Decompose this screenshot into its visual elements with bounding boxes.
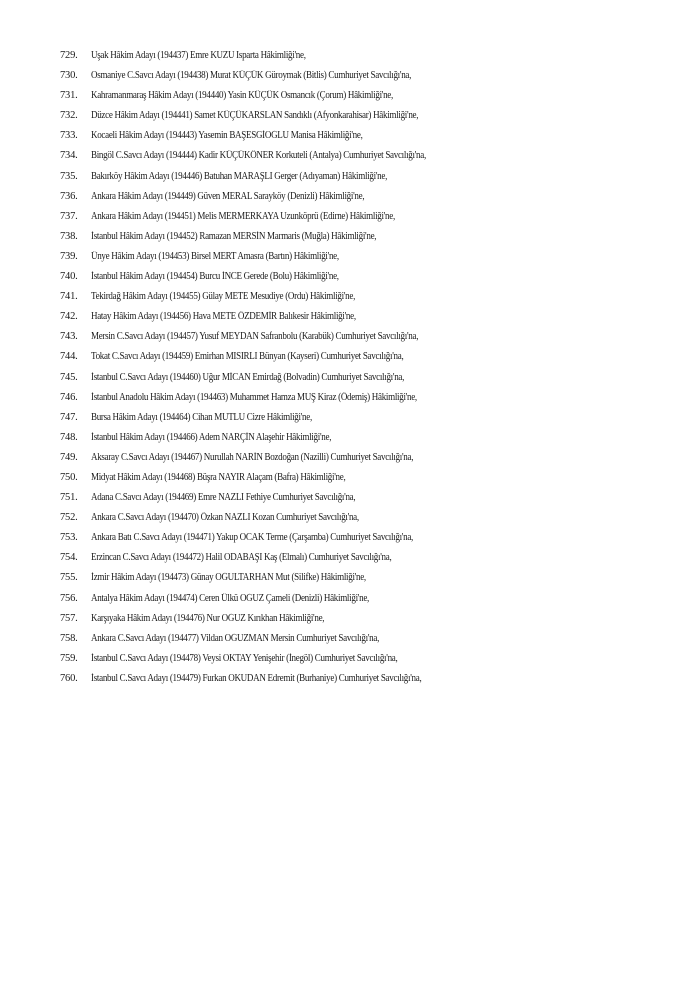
list-item bbox=[60, 432, 680, 452]
entry-text: Erzincan C.Savcı Adayı (194472) Halil ODABAŞI Kaş (Elmalı) Cumhuriyet Savcılığı'na, bbox=[91, 552, 392, 564]
list-item bbox=[60, 331, 680, 351]
entry-number: 760. bbox=[60, 672, 78, 684]
entry-text: Aksaray C.Savcı Adayı (194467) Nurullah NARİN Bozdoğan (Nazilli) Cumhuriyet Savcılığı'na, bbox=[91, 451, 414, 463]
list-item bbox=[60, 191, 680, 211]
list-item bbox=[60, 633, 680, 653]
entry-number: 739. bbox=[60, 250, 78, 262]
list-item bbox=[60, 171, 680, 191]
entry-text: Ankara Batı C.Savcı Adayı (194471) Yakup OCAK Terme (Çarşamba) Cumhuriyet Savcılığı'na, bbox=[91, 532, 413, 544]
entry-text: Antalya Hâkim Adayı (194474) Ceren Ülkü OĞUZ Çameli (Denizli) Hâkimliği'ne, bbox=[91, 592, 369, 604]
list-item bbox=[60, 150, 680, 170]
list-item bbox=[60, 50, 680, 70]
entry-number: 730. bbox=[60, 70, 78, 82]
entry-number: 759. bbox=[60, 652, 78, 664]
entry-number: 756. bbox=[60, 592, 78, 604]
entry-text: İzmir Hâkim Adayı (194473) Günay OĞULTARHAN Mut (Silifke) Hâkimliği'ne, bbox=[91, 572, 366, 584]
list-item bbox=[60, 593, 680, 613]
list-item bbox=[60, 613, 680, 633]
entry-number: 741. bbox=[60, 291, 78, 303]
entry-text: Ankara Hâkim Adayı (194449) Güven MERAL Sarayköy (Denizli) Hâkimliği'ne, bbox=[91, 190, 365, 202]
entry-text: Kahramanmaraş Hâkim Adayı (194440) Yasin KÜÇÜK Osmancık (Çorum) Hâkimliği'ne, bbox=[91, 90, 393, 102]
entry-text: İstanbul Anadolu Hâkim Adayı (194463) Muhammet Hamza MUŞ Kiraz (Ödemiş) Hâkimliği'ne, bbox=[91, 391, 417, 403]
entry-number: 742. bbox=[60, 311, 78, 323]
entry-text: İstanbul Hâkim Adayı (194454) Burcu İNCE Gerede (Bolu) Hâkimliği'ne, bbox=[91, 271, 339, 283]
entry-text: Tekirdağ Hâkim Adayı (194455) Gülay METE Mesudiye (Ordu) Hâkimliği'ne, bbox=[91, 291, 356, 303]
list-item bbox=[60, 211, 680, 231]
entry-number: 744. bbox=[60, 351, 78, 363]
list-item bbox=[60, 653, 680, 673]
entry-text: İstanbul Hâkim Adayı (194452) Ramazan MERSİN Marmaris (Muğla) Hâkimliği'ne, bbox=[91, 230, 377, 242]
entry-text: Tokat C.Savcı Adayı (194459) Emirhan MISIRLI Bünyan (Kayseri) Cumhuriyet Savcılığı'na, bbox=[91, 351, 404, 363]
list-item bbox=[60, 251, 680, 271]
entry-text: Mersin C.Savcı Adayı (194457) Yusuf MEYDAN Safranbolu (Karabük) Cumhuriyet Savcılığı'na, bbox=[91, 331, 419, 343]
appointment-list bbox=[60, 50, 680, 693]
entry-text: Kocaeli Hâkim Adayı (194443) Yasemin BAŞESGİOĞLU Manisa Hâkimliği'ne, bbox=[91, 130, 363, 142]
list-item bbox=[60, 552, 680, 572]
entry-text: Adana C.Savcı Adayı (194469) Emre NAZLI Fethiye Cumhuriyet Savcılığı'na, bbox=[91, 492, 356, 504]
entry-text: Bingöl C.Savcı Adayı (194444) Kadir KÜÇÜKÖNER Korkuteli (Antalya) Cumhuriyet Savcılığı'na, bbox=[91, 150, 426, 162]
list-item bbox=[60, 231, 680, 251]
entry-number: 753. bbox=[60, 532, 78, 544]
list-item bbox=[60, 673, 680, 693]
list-item bbox=[60, 291, 680, 311]
entry-text: İstanbul Hâkim Adayı (194466) Adem NARÇİN Alaşehir Hâkimliği'ne, bbox=[91, 431, 332, 443]
entry-text: Midyat Hâkim Adayı (194468) Büşra NAYIR Alaçam (Bafra) Hâkimliği'ne, bbox=[91, 471, 346, 483]
list-item bbox=[60, 70, 680, 90]
entry-text: Hatay Hâkim Adayı (194456) Hava METE ÖZDEMİR Balıkesir Hâkimliği'ne, bbox=[91, 311, 356, 323]
entry-text: İstanbul C.Savcı Adayı (194460) Uğur MİCAN Emirdağ (Bolvadin) Cumhuriyet Savcılığı'na, bbox=[91, 371, 405, 383]
entry-number: 751. bbox=[60, 492, 78, 504]
entry-number: 748. bbox=[60, 431, 78, 443]
entry-number: 736. bbox=[60, 190, 78, 202]
entry-number: 750. bbox=[60, 471, 78, 483]
list-item bbox=[60, 372, 680, 392]
list-item bbox=[60, 392, 680, 412]
entry-number: 755. bbox=[60, 572, 78, 584]
list-item bbox=[60, 472, 680, 492]
entry-number: 731. bbox=[60, 90, 78, 102]
entry-number: 752. bbox=[60, 512, 78, 524]
entry-number: 732. bbox=[60, 110, 78, 122]
entry-text: Ünye Hâkim Adayı (194453) Birsel MERT Amasra (Bartın) Hâkimliği'ne, bbox=[91, 250, 339, 262]
entry-text: Bursa Hâkim Adayı (194464) Cihan MUTLU Cizre Hâkimliği'ne, bbox=[91, 411, 312, 423]
list-item bbox=[60, 532, 680, 552]
entry-number: 746. bbox=[60, 391, 78, 403]
entry-text: Ankara C.Savcı Adayı (194477) Vildan OĞUZMAN Mersin Cumhuriyet Savcılığı'na, bbox=[91, 632, 380, 644]
entry-number: 747. bbox=[60, 411, 78, 423]
entry-number: 737. bbox=[60, 210, 78, 222]
entry-text: Uşak Hâkim Adayı (194437) Emre KUZU Isparta Hâkimliği'ne, bbox=[91, 50, 306, 61]
list-item bbox=[60, 90, 680, 110]
entry-number: 757. bbox=[60, 612, 78, 624]
entry-number: 754. bbox=[60, 552, 78, 564]
entry-number: 758. bbox=[60, 632, 78, 644]
entry-text: Ankara Hâkim Adayı (194451) Melis MERMERKAYA Uzunköprü (Edirne) Hâkimliği'ne, bbox=[91, 210, 395, 222]
entry-text: Düzce Hâkim Adayı (194441) Samet KÜÇÜKARSLAN Sandıklı (Afyonkarahisar) Hâkimliği'ne, bbox=[91, 110, 419, 122]
entry-number: 745. bbox=[60, 371, 78, 383]
entry-number: 729. bbox=[60, 50, 78, 61]
list-item bbox=[60, 492, 680, 512]
entry-number: 749. bbox=[60, 451, 78, 463]
entry-number: 740. bbox=[60, 271, 78, 283]
entry-text: Bakırköy Hâkim Adayı (194446) Batuhan MARAŞLI Gerger (Adıyaman) Hâkimliği'ne, bbox=[91, 170, 388, 182]
list-item bbox=[60, 512, 680, 532]
entry-text: Karşıyaka Hâkim Adayı (194476) Nur OĞUZ Kırıkhan Hâkimliği'ne, bbox=[91, 612, 325, 624]
entry-number: 734. bbox=[60, 150, 78, 162]
entry-text: Osmaniye C.Savcı Adayı (194438) Murat KÜÇÜK Güroymak (Bitlis) Cumhuriyet Savcılığı'na, bbox=[91, 70, 412, 82]
entry-text: İstanbul C.Savcı Adayı (194478) Veysi OKTAY Yenişehir (İnegöl) Cumhuriyet Savcılığı'na, bbox=[91, 652, 398, 664]
list-item bbox=[60, 412, 680, 432]
entry-number: 738. bbox=[60, 230, 78, 242]
entry-text: İstanbul C.Savcı Adayı (194479) Furkan OKUDAN Edremit (Burhaniye) Cumhuriyet Savcılığı'na, bbox=[91, 672, 422, 684]
list-item bbox=[60, 130, 680, 150]
list-item bbox=[60, 271, 680, 291]
entry-text: Ankara C.Savcı Adayı (194470) Özkan NAZLI Kozan Cumhuriyet Savcılığı'na, bbox=[91, 512, 359, 524]
entry-number: 733. bbox=[60, 130, 78, 142]
list-item bbox=[60, 452, 680, 472]
list-item bbox=[60, 572, 680, 592]
list-item bbox=[60, 311, 680, 331]
list-item bbox=[60, 351, 680, 371]
entry-number: 743. bbox=[60, 331, 78, 343]
entry-number: 735. bbox=[60, 170, 78, 182]
list-item bbox=[60, 110, 680, 130]
